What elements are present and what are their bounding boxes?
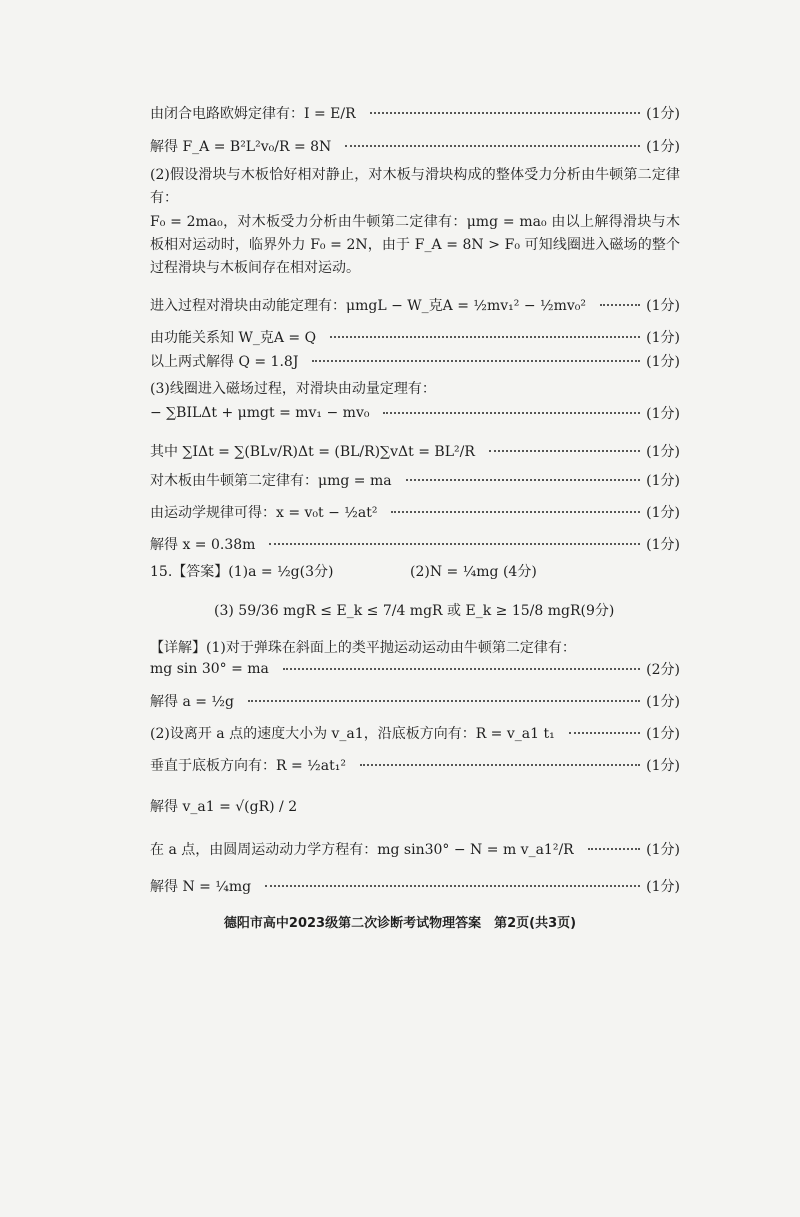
va1-result: 解得 v_a1 = √(gR) / 2 xyxy=(150,799,298,815)
answer-line: mg sin 30° = ma (2分) xyxy=(150,661,680,678)
answer-line: 由功能关系知 W_克A = Q (1分) xyxy=(150,330,680,346)
answer-15-part3: (3) 59/36 mgR ≤ E_k ≤ 7/4 mgR 或 E_k ≥ 15/8 mgR(9分) xyxy=(214,603,615,619)
answer-line: (2)设离开 a 点的速度大小为 v_a1，沿底板方向有：R = v_a1 t₁ (1分) xyxy=(150,726,680,742)
answer-line: 进入过程对滑块由动能定理有：μmgL − W_克A = ½mv₁² − ½mv₀² (1分) xyxy=(150,298,680,314)
answer-15-row1 xyxy=(150,561,680,591)
answer-line: 解得 a = ½g (1分) xyxy=(150,694,680,710)
page-footer: 德阳市高中2023级第二次诊断考试物理答案 第2页(共3页) xyxy=(223,916,577,931)
answer-line: 解得 x = 0.38m (1分) xyxy=(150,537,680,553)
detail-heading: 【详解】(1)对于弹珠在斜面上的类平抛运动运动由牛顿第二定律有： xyxy=(150,640,576,656)
answer-15-part2: (2)N = ¼mg (4分) xyxy=(410,564,537,580)
answer-15-row2 xyxy=(214,600,744,630)
answer-line: 解得 F_A = B²L²v₀/R = 8N (1分) xyxy=(150,139,680,155)
answer-line: 解得 N = ¼mg (1分) xyxy=(150,879,680,895)
answer-line: 由运动学规律可得：x = v₀t − ½at² (1分) xyxy=(150,505,680,521)
paragraph-2: (2)假设滑块与木板恰好相对静止，对木板与滑块构成的整体受力分析由牛顿第二定律有： xyxy=(150,167,680,206)
answer-line: 由闭合电路欧姆定律有：I = E/R (1分) xyxy=(150,106,680,122)
answer-line: − ∑BILΔt + μmgt = mv₁ − mv₀ (1分) xyxy=(150,405,680,422)
answer-line: 对木板由牛顿第二定律有：μmg = ma (1分) xyxy=(150,473,680,489)
paragraph-3: F₀ = 2ma₀，对木板受力分析由牛顿第二定律有：μmg = ma₀ 由以上解得滑块与木板相对运动时，临界外力 F₀ = 2N，由于 F_A = 8N > F₀ 可知线圈进入磁场的整个过程滑块与木板间存在相对运动。 xyxy=(150,214,680,276)
answer-line: 以上两式解得 Q = 1.8J (1分) xyxy=(150,354,680,370)
answer-line: 垂直于底板方向有：R = ½at₁² (1分) xyxy=(150,758,680,774)
answer-line: 在 a 点，由圆周运动动力学方程有：mg sin30° − N = m v_a1²/R (1分) xyxy=(150,842,680,858)
answer-15-part1: 15.【答案】(1)a = ½g(3分) xyxy=(150,564,334,580)
answer-line: 其中 ∑IΔt = ∑(BLv/R)Δt = (BL/R)∑vΔt = BL²/R (1分) xyxy=(150,444,680,460)
paragraph-part-3: (3)线圈进入磁场过程，对滑块由动量定理有： xyxy=(150,381,436,397)
